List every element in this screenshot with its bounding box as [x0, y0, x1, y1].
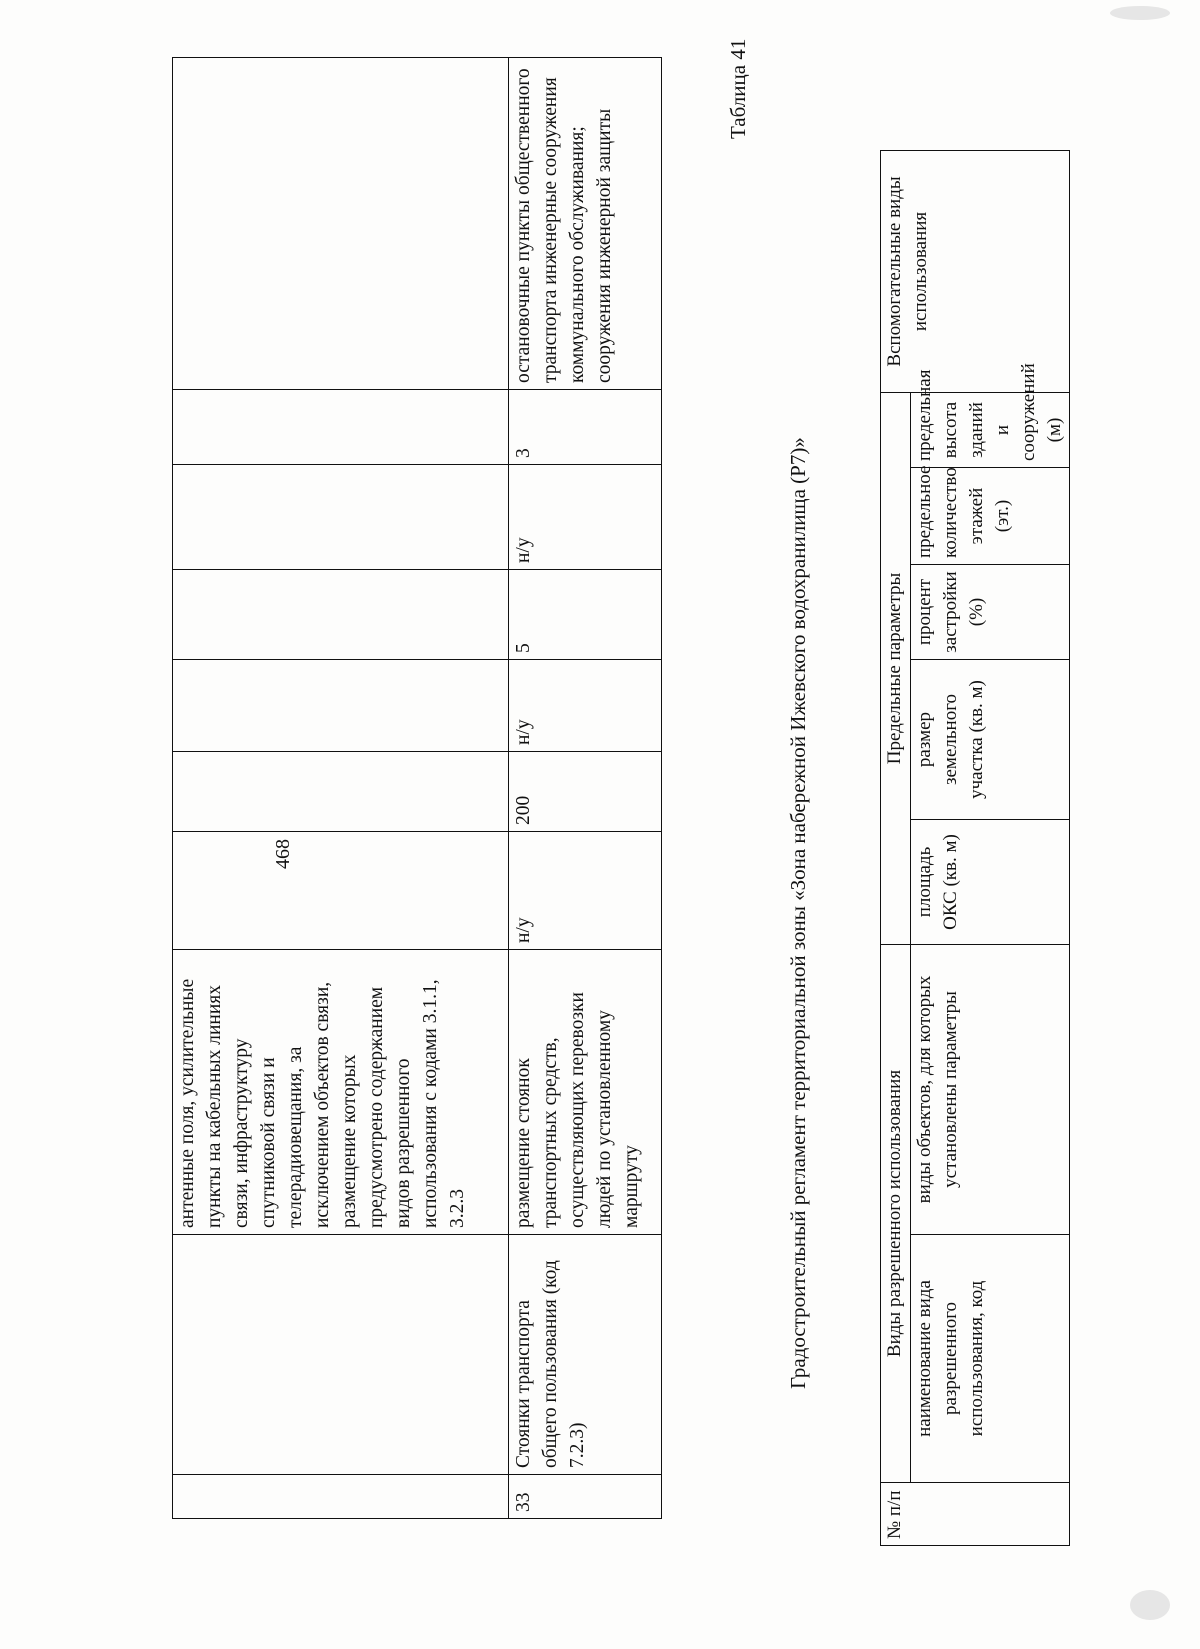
header-objects: виды объектов, для которых установлены параметры — [911, 945, 1070, 1235]
cell-plot: 200 — [509, 752, 662, 832]
header-area: площадь ОКС (кв. м) — [911, 820, 1070, 945]
cell-aux — [173, 58, 509, 390]
table-row — [509, 58, 662, 1519]
cell-area — [173, 832, 509, 950]
header-row-1 — [881, 150, 911, 1545]
page-number: 468 — [272, 839, 294, 869]
document-title: Градостроительный регламент территориальной зоны «Зона набережной Ижевского водохранилища (Р7)» — [786, 437, 810, 1389]
cell-name — [173, 1235, 509, 1475]
cell-floors: 5 — [509, 570, 662, 660]
header-num: № п/п — [881, 1483, 1070, 1546]
cell-plot — [173, 752, 509, 832]
cell-num: 33 — [509, 1475, 662, 1519]
header-group-limits: Предельные параметры — [881, 392, 911, 944]
regulation-table-continued — [172, 57, 662, 1519]
table-row — [173, 58, 509, 1519]
cell-height — [173, 465, 509, 570]
cell-blank — [173, 390, 509, 465]
header-pct: процент застройки (%) — [911, 565, 1070, 660]
cell-area: н/у — [509, 832, 662, 950]
cell-pct: н/у — [509, 660, 662, 752]
cell-pct — [173, 660, 509, 752]
cell-extra: 3 — [509, 390, 662, 465]
table-label: Таблица 41 — [726, 38, 750, 139]
cell-objects: антенные поля, усилительные пункты на кабельных линиях связи, инфраструктуру спутниковой связи и телерадиовещания, за исключением объектов связи, размещение которых предусмотрено содержанием видов разрешенного использования с кодами 3.1.1, 3.2.3 — [173, 950, 509, 1235]
cell-objects: размещение стоянок транспортных средств, осуществляющих перевозки людей по установленному маршруту — [509, 950, 662, 1235]
cell-height: н/у — [509, 465, 662, 570]
header-height: предельная высота зданий и сооружений (м) — [911, 392, 1070, 467]
cell-num — [173, 1475, 509, 1519]
table-41-header — [880, 150, 1070, 1546]
header-plot: размер земельного участка (кв. м) — [911, 660, 1070, 820]
header-floors: предельное количество этажей (эт.) — [911, 468, 1070, 565]
header-name: наименование вида разрешенного использования, код — [911, 1235, 1070, 1483]
header-group-permitted: Виды разрешенного использования — [881, 945, 911, 1483]
cell-floors — [173, 570, 509, 660]
cell-aux: остановочные пункты общественного транспорта инженерные сооружения коммунального обслуживания; сооружения инженерной защиты — [509, 58, 662, 390]
cell-name: Стоянки транспорта общего пользования (код 7.2.3) — [509, 1235, 662, 1475]
header-aux: Вспомогательные виды использования — [881, 150, 1070, 392]
